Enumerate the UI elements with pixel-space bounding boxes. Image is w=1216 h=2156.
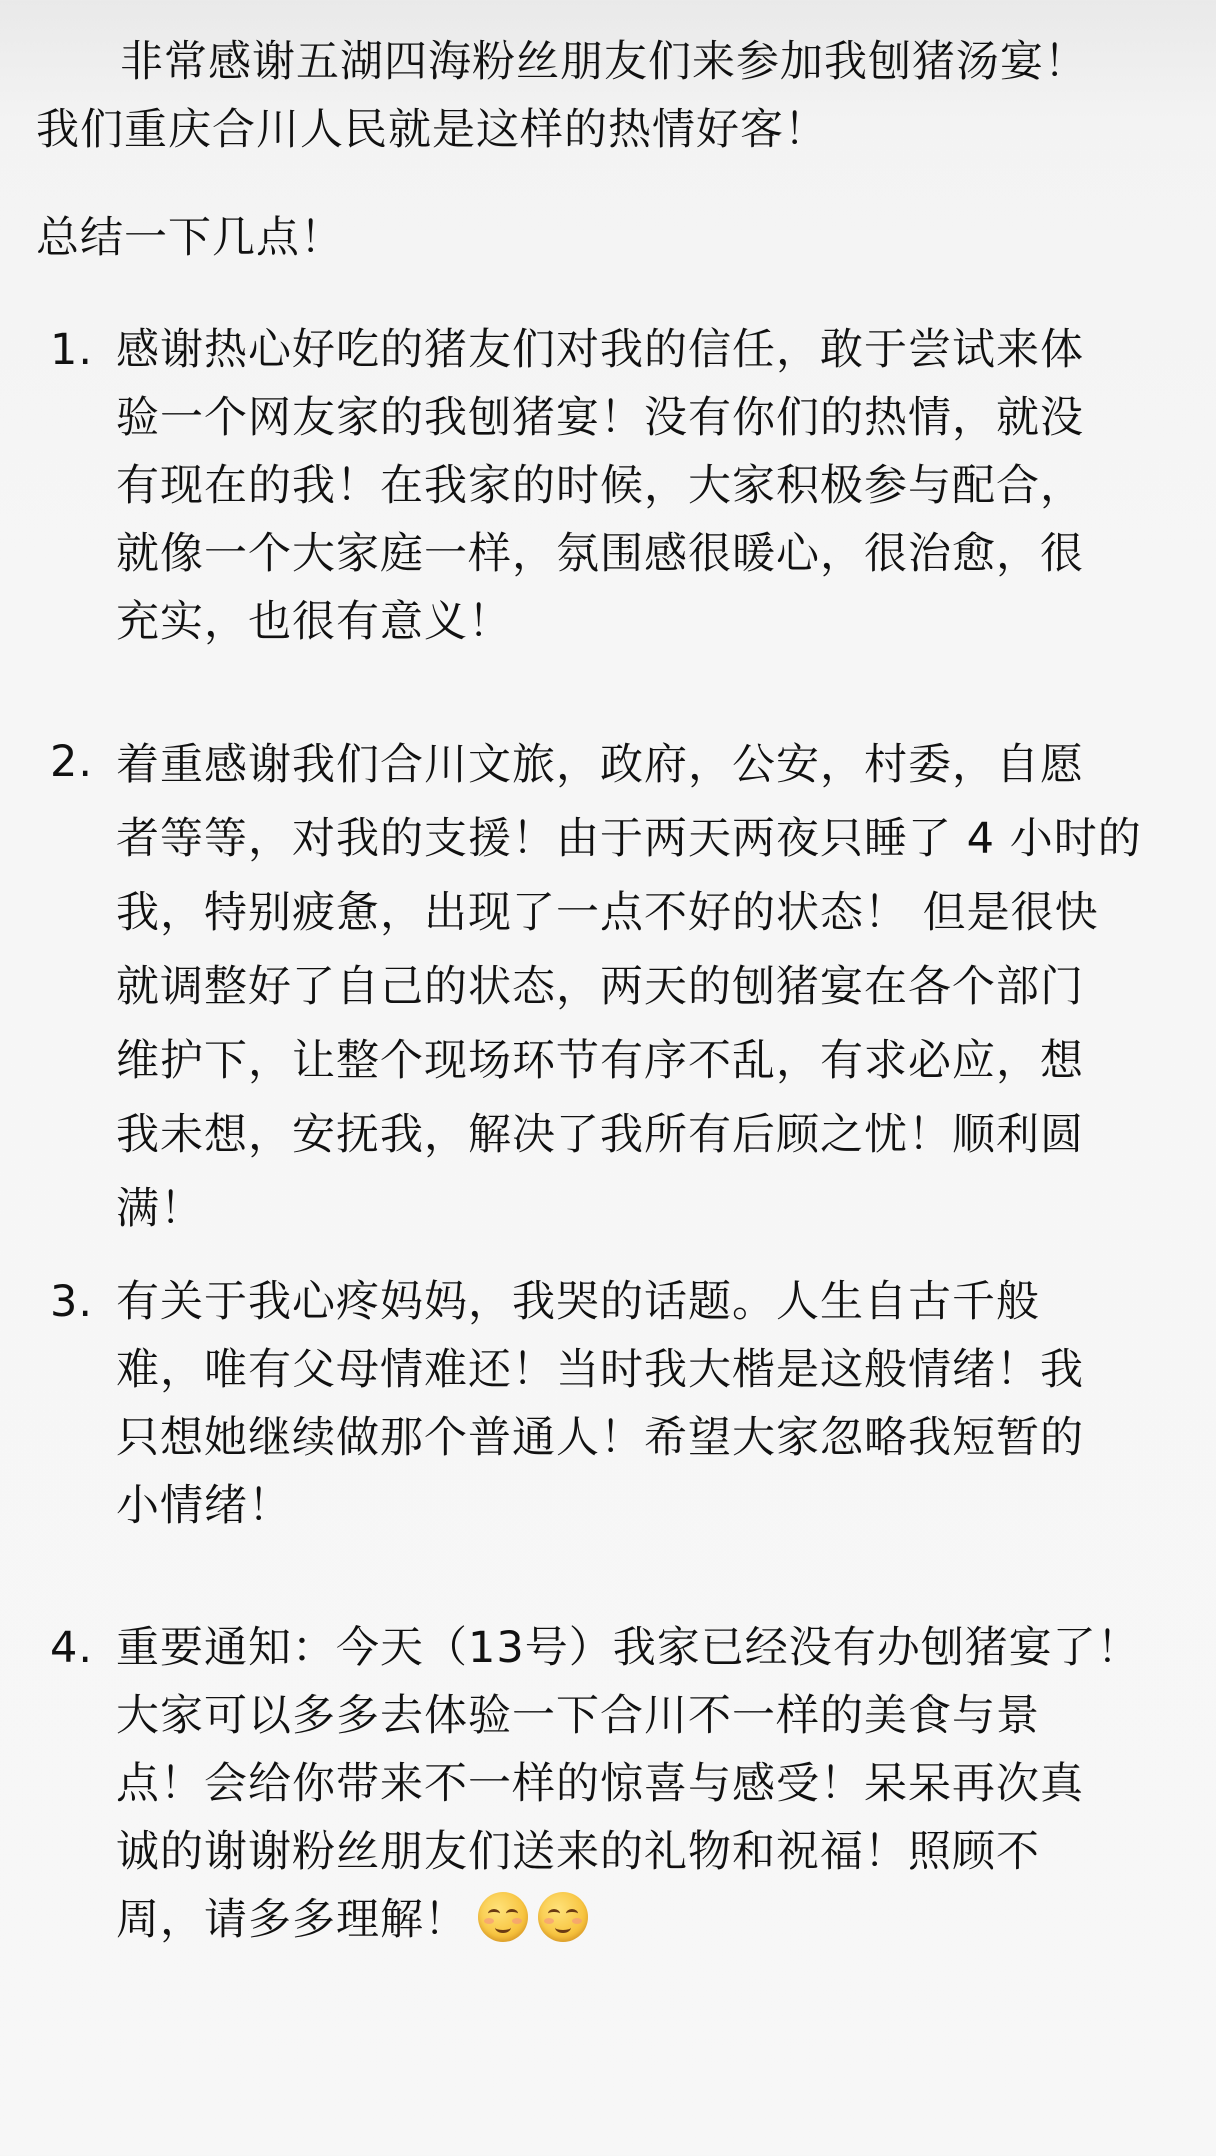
- text-line: 只想她继续做那个普通人！希望大家忽略我短暂的: [116, 1413, 1084, 1463]
- text-line: 小情绪！: [116, 1481, 292, 1531]
- intro-line: 非常感谢五湖四海粉丝朋友们来参加我刨猪汤宴！: [120, 37, 1088, 87]
- text-line: 就调整好了自己的状态，两天的刨猪宴在各个部门: [116, 962, 1084, 1012]
- text-line: 我，特别疲惫，出现了一点不好的状态！ 但是很快: [116, 888, 1099, 938]
- text-line: 难，唯有父母情难还！当时我大楷是这般情绪！我: [116, 1345, 1084, 1395]
- text-line: 维护下，让整个现场环节有序不乱，有求必应，想: [116, 1036, 1084, 1086]
- smiling-face-icon: [478, 1892, 528, 1942]
- text-line: 验一个网友家的我刨猪宴！没有你们的热情，就没: [116, 393, 1084, 443]
- text-line: 充实，也很有意义！: [116, 597, 512, 647]
- list-item-number: 4.: [50, 1623, 94, 1673]
- text-line: 诚的谢谢粉丝朋友们送来的礼物和祝福！照顾不: [116, 1827, 1040, 1877]
- list-item: [50, 1268, 1170, 1540]
- intro-line: 我们重庆合川人民就是这样的热情好客！: [36, 105, 828, 155]
- text-line: [116, 1886, 1216, 1954]
- text-line: 感谢热心好吃的猪友们对我的信任，敢于尝试来体: [116, 325, 1084, 375]
- text-line-content: 周，请多多理解！: [116, 1895, 468, 1945]
- text-line: 着重感谢我们合川文旅，政府，公安，村委，自愿: [116, 740, 1084, 790]
- list-item-text: [116, 316, 1216, 656]
- text-line: 有关于我心疼妈妈，我哭的话题。人生自古千般: [116, 1277, 1040, 1327]
- list-item: [50, 1614, 1170, 1954]
- text-line: 我未想，安抚我，解决了我所有后顾之忧！顺利圆: [116, 1110, 1084, 1160]
- text-line: 重要通知：今天（13号）我家已经没有办刨猪宴了！: [116, 1623, 1141, 1673]
- list-item-number: 3.: [50, 1277, 94, 1327]
- text-line: 点！会给你带来不一样的惊喜与感受！呆呆再次真: [116, 1759, 1084, 1809]
- intro-paragraph: [36, 28, 1186, 164]
- list-item: [50, 728, 1170, 1246]
- list-item-text: [116, 1268, 1216, 1540]
- list-item-number: 1.: [50, 325, 94, 375]
- text-line: 大家可以多多去体验一下合川不一样的美食与景: [116, 1691, 1040, 1741]
- text-line: 有现在的我！在我家的时候，大家积极参与配合，: [116, 461, 1084, 511]
- list-item-number: 2.: [50, 737, 94, 787]
- list-item: [50, 316, 1170, 656]
- text-line: 就像一个大家庭一样，氛围感很暖心，很治愈，很: [116, 529, 1084, 579]
- list-item-text: [116, 1614, 1216, 1954]
- smiling-face-icon: [538, 1892, 588, 1942]
- list-item-text: [116, 728, 1216, 1246]
- summary-heading: 总结一下几点！: [36, 213, 344, 263]
- text-line: 满！: [116, 1184, 204, 1234]
- text-line: 者等等，对我的支援！由于两天两夜只睡了 4 小时的: [116, 814, 1142, 864]
